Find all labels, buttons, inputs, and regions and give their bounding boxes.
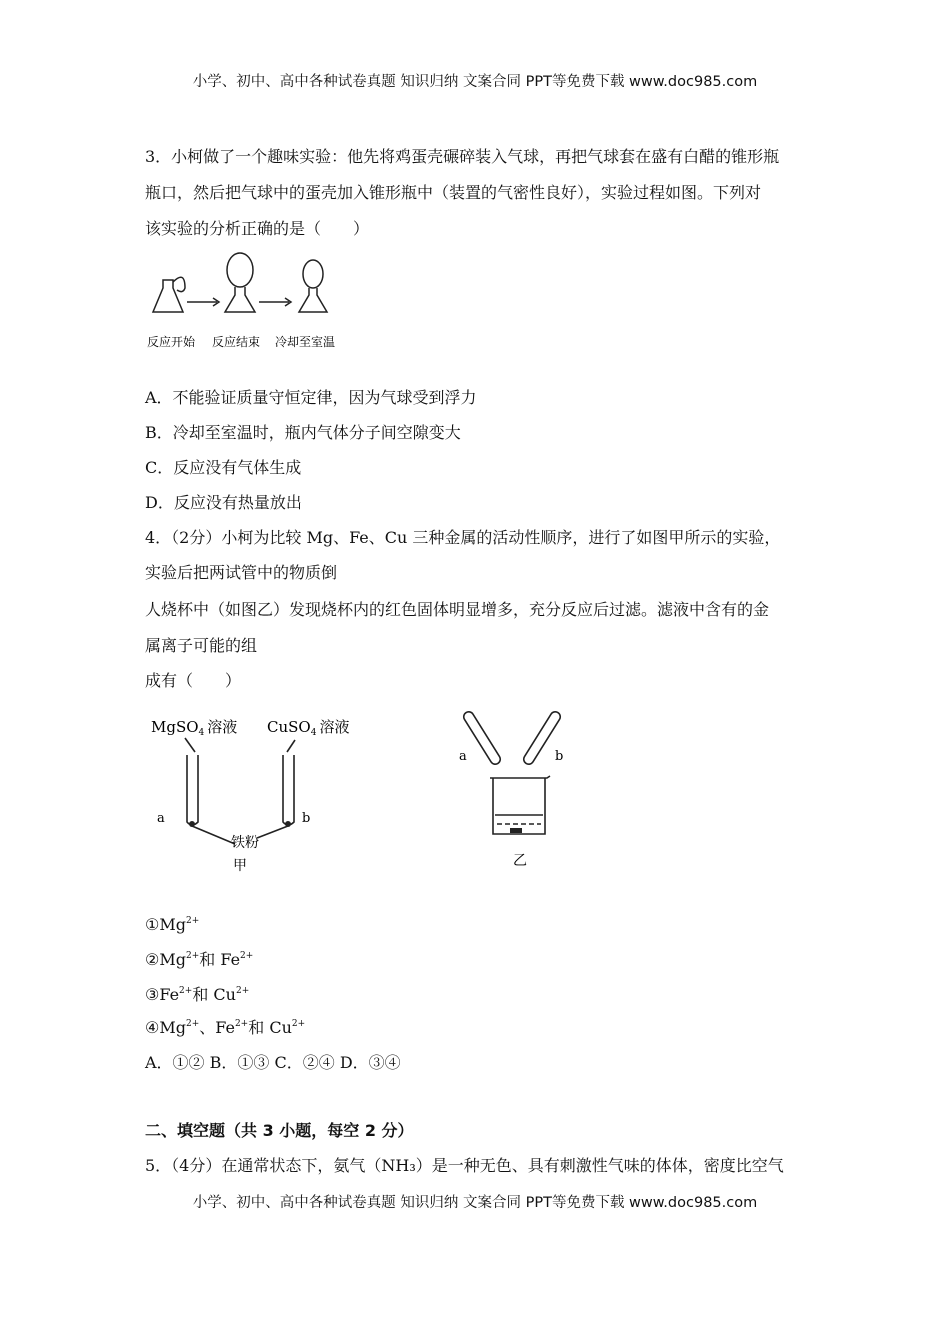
ion-option-2: $②Mg^{2+}$和 $Fe^{2+}$ [145,950,254,969]
q3-option-d: D．反应没有热量放出 [145,493,302,512]
page-footer: 小学、初中、高中各种试卷真题 知识归纳 文案合同 PPT等免费下载 www.doc985.com [192,1195,758,1211]
label-tube-a: a [157,811,165,826]
label-tube-b: b [302,811,311,826]
q3-option-c: C．反应没有气体生成 [145,458,302,477]
ion-option-4: $④Mg^{2+}$、$Fe^{2+}$和 $Cu^{2+}$ [145,1018,306,1037]
q4-line-2: 实验后把两试管中的物质倒 [145,563,338,582]
q4-line-4: 属离子可能的组 [145,636,258,655]
q5-line-1: 5．（4分）在通常状态下，氨气（NH₃）是一种无色、具有刺激性气味的体体，密度比空气 [145,1156,784,1175]
q3-figure-flasks [145,250,345,355]
q4-figure [145,700,585,880]
page-header: 小学、初中、高中各种试卷真题 知识归纳 文案合同 PPT等免费下载 www.doc985.com [192,74,758,90]
label-cuso4: CuSO$_4$ 溶液 [267,718,350,738]
label-a-right: a [459,749,467,764]
q3-option-a: A．不能验证质量守恒定律，因为气球受到浮力 [145,388,477,407]
q3-line-3: 该实验的分析正确的是（ ） [145,219,370,238]
q4-line-5: 成有（ ） [145,671,242,690]
q4-line-1: 4．（2分）小柯为比较 Mg、Fe、Cu 三种金属的活动性顺序，进行了如图甲所示的实验， [145,528,781,547]
label-reaction-end: 反应结束 [212,335,261,349]
label-mgso4: MgSO$_4$ 溶液 [151,718,238,738]
q4-line-3: 人烧杯中（如图乙）发现烧杯内的红色固体明显增多，充分反应后过滤。滤液中含有的金 [145,600,770,619]
label-reaction-start: 反应开始 [147,335,196,349]
q3-option-b: B．冷却至室温时，瓶内气体分子间空隙变大 [145,423,461,442]
ion-option-1: $①Mg^{2+}$ [145,915,200,934]
section-heading: 二、填空题（共 3 小题，每空 2 分） [145,1121,414,1140]
ion-option-3: $③Fe^{2+}$和 $Cu^{2+}$ [145,985,250,1004]
label-jia: 甲 [233,858,247,874]
q4-answer-options: A．①② B．①③ C．②④ D．③④ [145,1053,401,1072]
q3-line-1: 3．小柯做了一个趣味实验：他先将鸡蛋壳碾碎装入气球，再把气球套在盛有白醋的锥形瓶 [145,147,780,166]
label-yi: 乙 [513,853,527,869]
label-iron-powder: 铁粉 [231,835,259,851]
label-b-right: b [555,749,564,764]
q3-line-2: 瓶口，然后把气球中的蛋壳加入锥形瓶中（装置的气密性良好），实验过程如图。下列对 [145,183,762,202]
label-cool-room-temp: 冷却至室温 [275,335,336,349]
